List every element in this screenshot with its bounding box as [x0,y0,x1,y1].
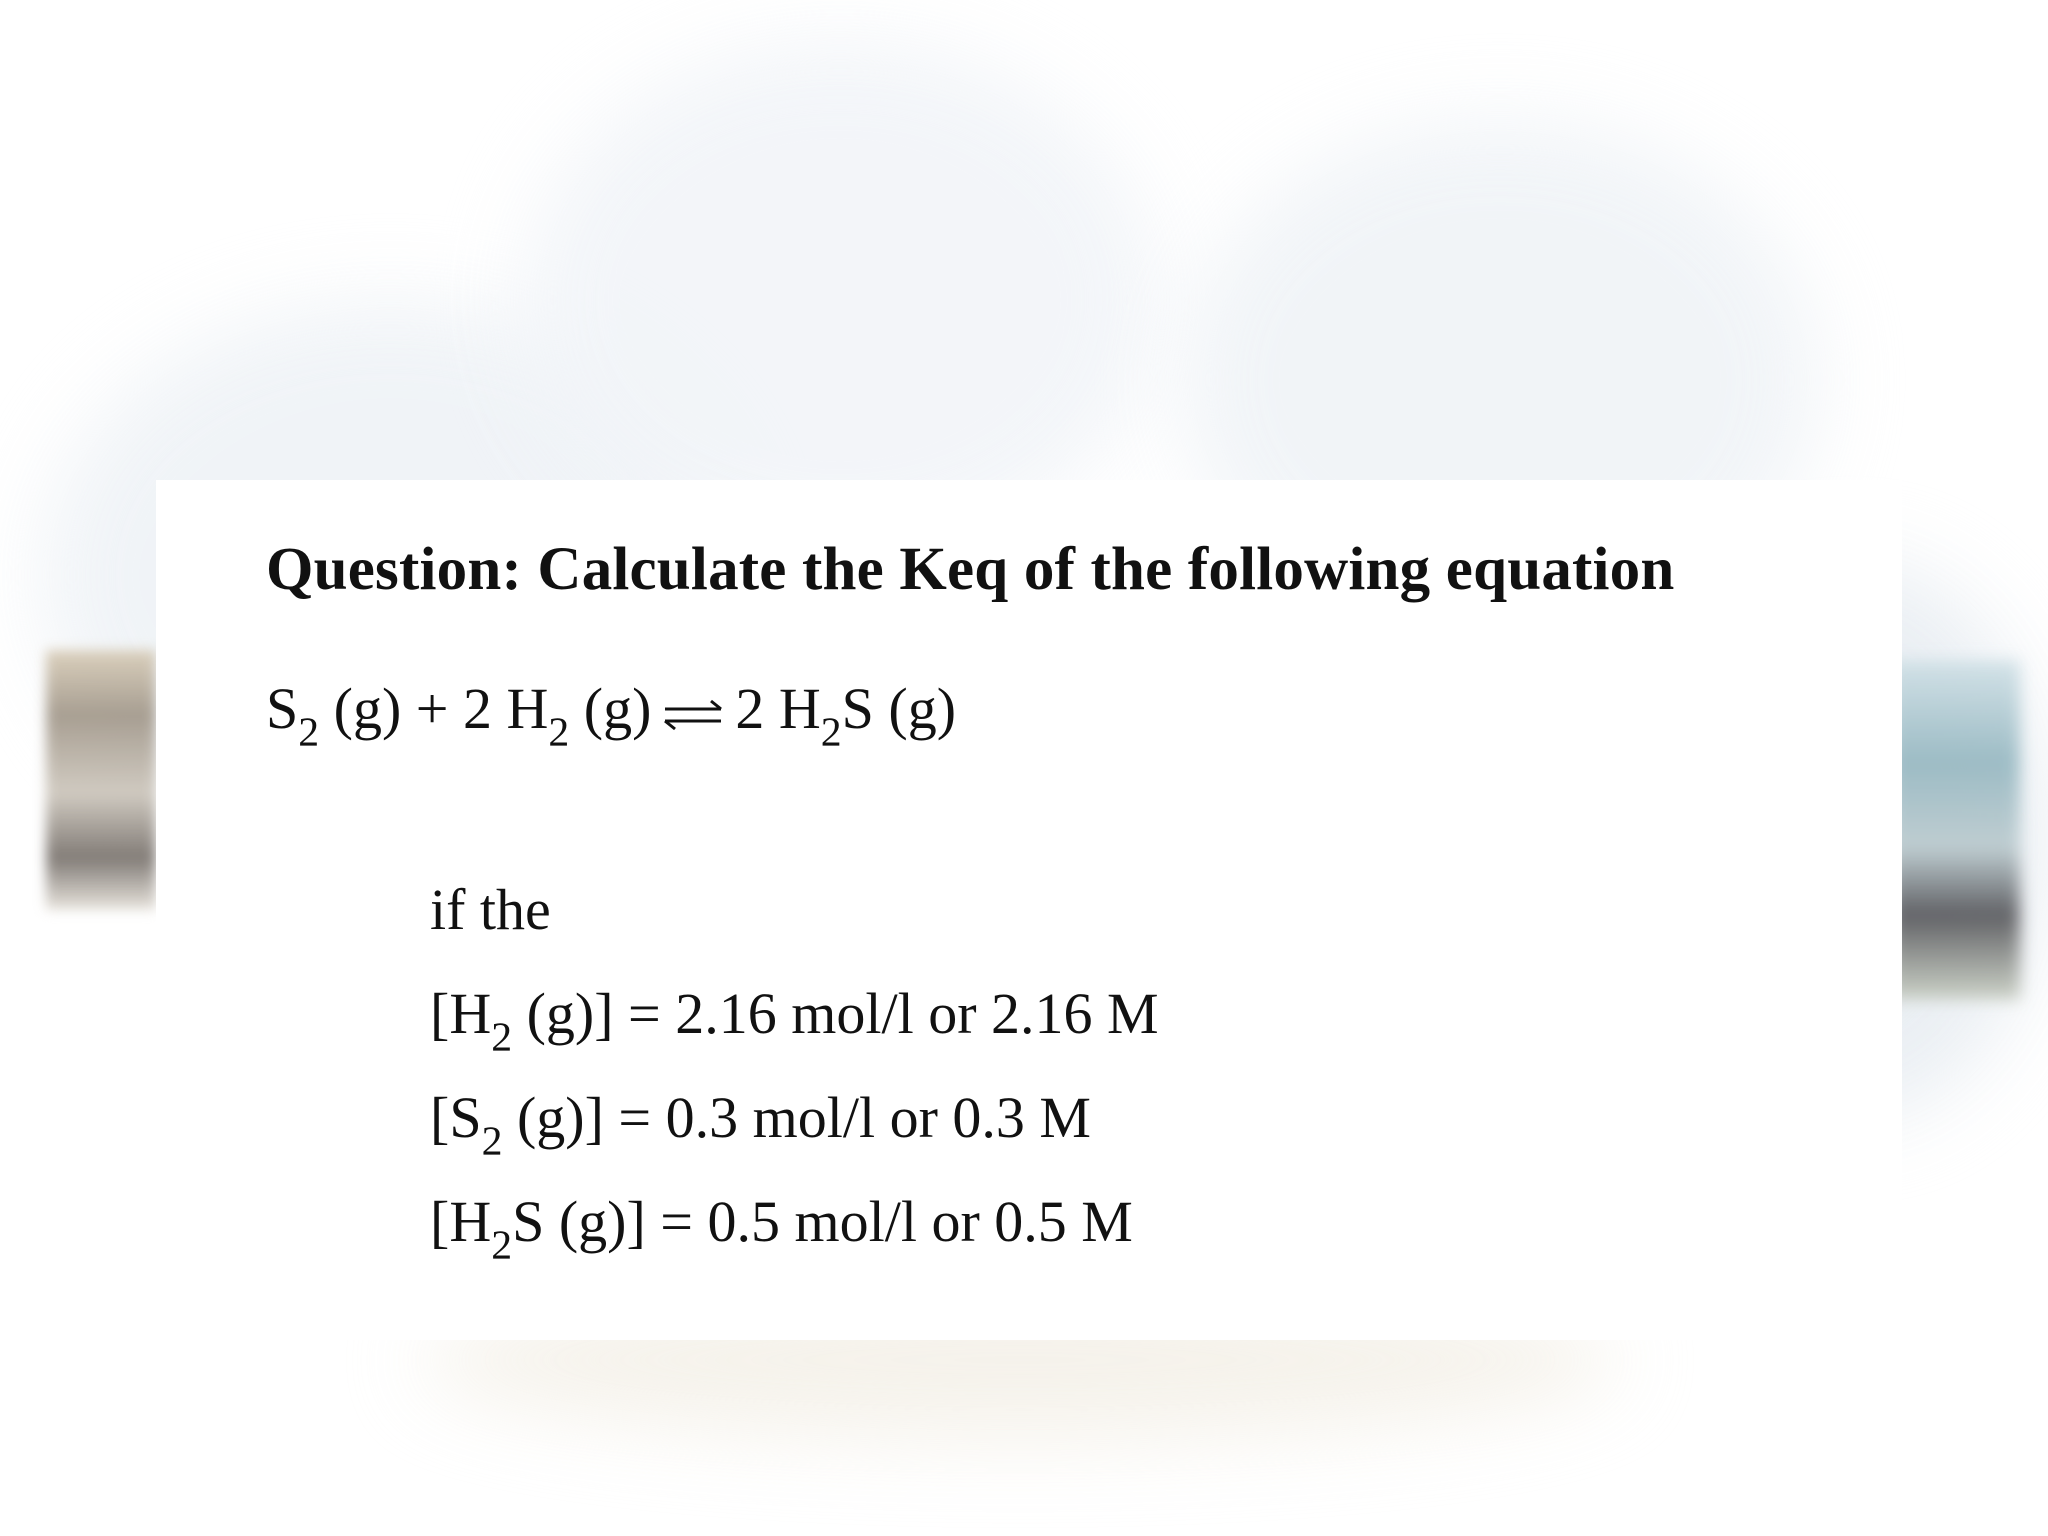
subscript: 2 [820,709,842,756]
condition-label: [H [430,1189,492,1254]
condition-label: [H [430,981,492,1046]
condition-value: (g)] = 0.3 mol/l or 0.3 M [502,1085,1091,1150]
equilibrium-arrow-icon [657,695,729,735]
condition-value: S (g)] = 0.5 mol/l or 0.5 M [512,1189,1133,1254]
condition-label: [S [430,1085,482,1150]
subscript: 2 [548,709,570,756]
product-h2s-prefix: 2 H [735,676,821,741]
product-h2s-rest: S (g) [841,676,957,741]
reactant-h2-state: (g) [569,676,652,741]
subscript: 2 [481,1118,503,1165]
condition-s2 [430,1066,1159,1170]
chemical-equation [266,676,957,756]
subscript: 2 [491,1014,513,1061]
reactant-h2-prefix: (g) + 2 H [319,676,549,741]
reactant-s2: S [266,676,299,741]
background-building-left [46,650,156,910]
condition-value: (g)] = 2.16 mol/l or 2.16 M [512,981,1159,1046]
conditions-intro: if the [430,877,551,942]
subscript: 2 [298,709,320,756]
subscript: 2 [491,1222,513,1269]
condition-h2s [430,1170,1159,1274]
given-conditions [430,858,1159,1274]
condition-h2 [430,962,1159,1066]
background-building-right [1890,660,2020,1000]
question-title: Question: Calculate the Keq of the following equation [266,536,1675,603]
